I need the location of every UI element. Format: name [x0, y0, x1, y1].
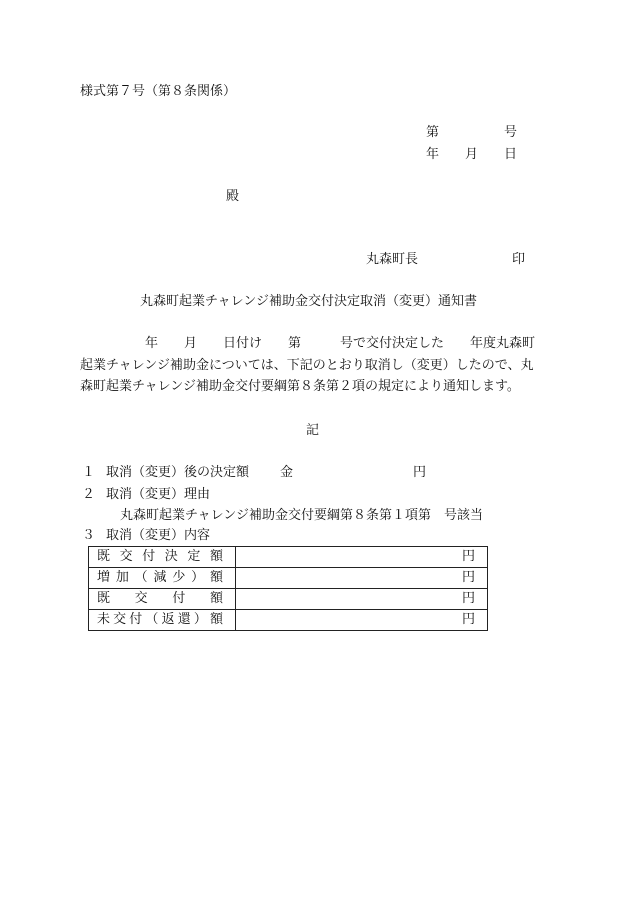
row-label — [89, 610, 236, 631]
item2-label: 取消（変更）理由 — [106, 487, 211, 502]
row-value — [236, 568, 488, 589]
row-unit: 円 — [461, 591, 475, 606]
item1-kin: 金 — [280, 465, 294, 480]
body-line-2: 起業チャレンジ補助金については、下記のとおり取消し（変更）したので、丸 — [80, 357, 534, 373]
body-line-1: 年 月 日付け 第 号で交付決定した 年度丸森町 — [80, 336, 536, 351]
issue-date-label: 年 月 日 — [426, 147, 518, 162]
item1-label: 取消（変更）後の決定額 — [106, 465, 250, 480]
seal-mark: 印 — [512, 252, 526, 267]
table-row — [89, 568, 488, 589]
body-line-3: 森町起業チャレンジ補助金交付要綱第８条第２項の規定により通知します。 — [80, 379, 520, 394]
row-value — [236, 547, 488, 568]
item3-label: 取消（変更）内容 — [106, 528, 211, 543]
row-unit: 円 — [461, 570, 475, 585]
document-title: 丸森町起業チャレンジ補助金交付決定取消（変更）通知書 — [140, 294, 477, 309]
issuer-title: 丸森町長 — [366, 252, 419, 267]
row-value — [236, 610, 488, 631]
amount-table — [88, 546, 488, 631]
row-label-text: 既 交 付 額 — [97, 591, 223, 606]
row-label — [89, 547, 236, 568]
row-label-text: 増 加 （ 減 少 ） 額 — [97, 570, 223, 585]
row-label — [89, 589, 236, 610]
body-paragraph — [80, 333, 550, 398]
ki-heading: 記 — [306, 423, 320, 438]
row-unit: 円 — [461, 612, 475, 627]
item1-yen: 円 — [413, 465, 427, 480]
table-row — [89, 610, 488, 631]
row-label-text: 既 交 付 決 定 額 — [97, 549, 223, 564]
table-row — [89, 547, 488, 568]
row-label-text: 未 交 付 （ 返 還 ） 額 — [97, 612, 223, 627]
document-number-label: 第 号 — [426, 125, 518, 140]
table-row — [89, 589, 488, 610]
recipient-honorific: 殿 — [226, 189, 240, 204]
row-label — [89, 568, 236, 589]
item2-number: ２ — [82, 487, 96, 502]
row-value — [236, 589, 488, 610]
item3-number: ３ — [82, 528, 96, 543]
item1-number: １ — [82, 465, 96, 480]
row-unit: 円 — [461, 549, 475, 564]
form-number: 様式第７号（第８条関係） — [80, 84, 237, 99]
item2-detail: 丸森町起業チャレンジ補助金交付要綱第８条第１項第 号該当 — [120, 508, 483, 523]
